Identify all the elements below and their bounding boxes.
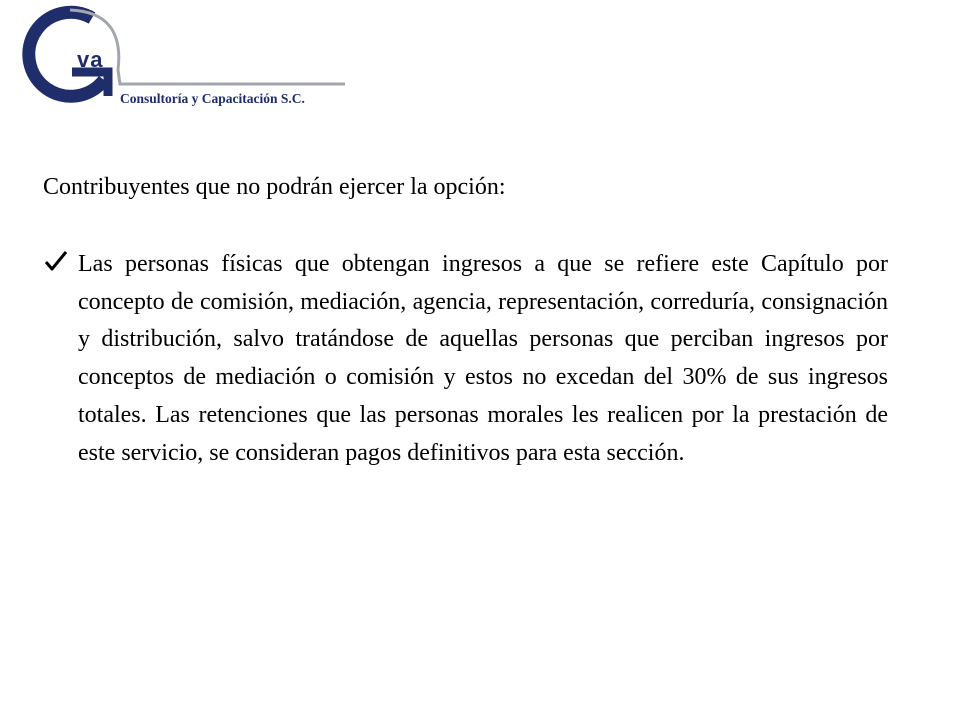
- bullet-text: Las personas físicas que obtengan ingresos a que se refiere este Capítulo por concepto de comisión, mediación, agencia, representación, correduría, consignación y distribución, salvo tratándose de aquellas personas que perciban ingresos por conceptos de mediación o comisión y estos no excedan del 30% de sus ingresos totales. Las retenciones que las personas morales les realicen por la prestación de este servicio, se consideran pagos definitivos para esta sección.: [78, 251, 888, 466]
- logo-company-name: Consultoría y Capacitación S.C.: [120, 91, 305, 106]
- company-logo: [0, 0, 360, 120]
- logo-initials: va: [77, 47, 104, 72]
- slide-heading: Contribuyentes que no podrán ejercer la opción:: [43, 174, 506, 200]
- bullet-item: [43, 246, 888, 472]
- check-icon: [43, 248, 69, 274]
